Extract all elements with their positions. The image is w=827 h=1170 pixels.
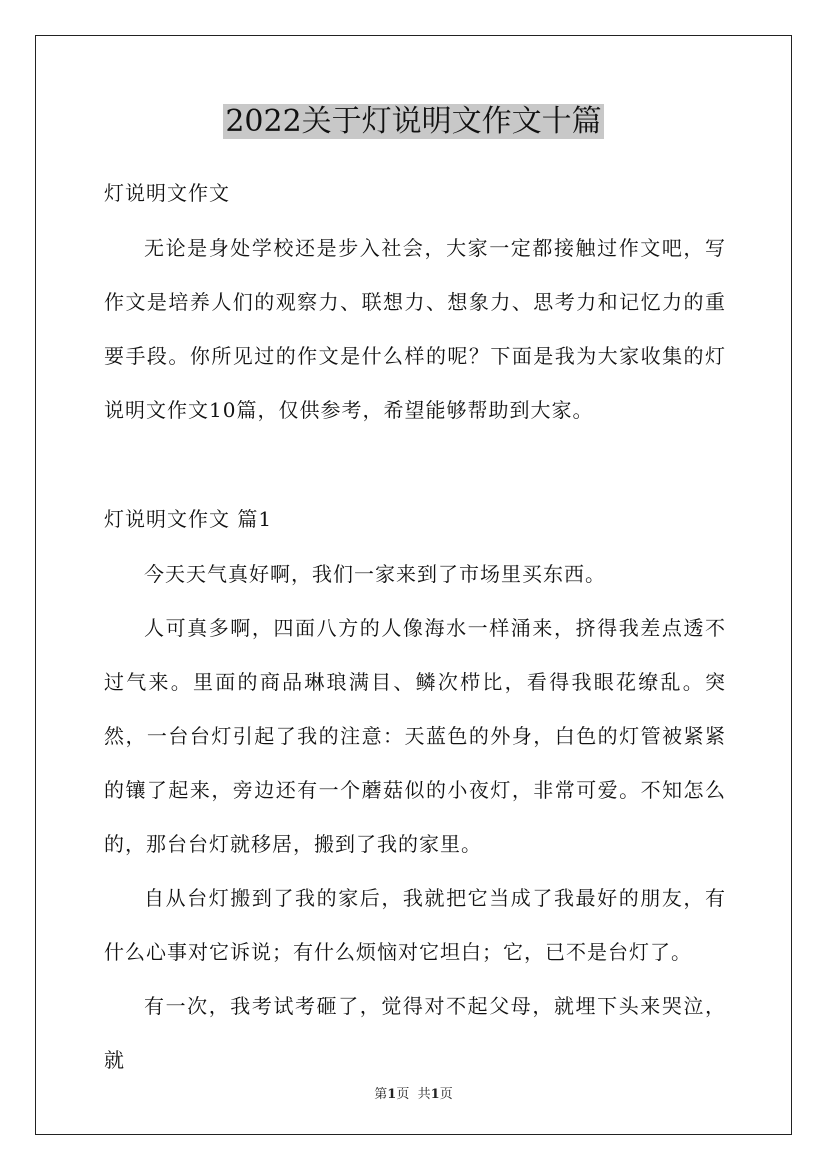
total-pages: 1 (430, 1087, 440, 1102)
total-label-prefix: 共 (417, 1087, 431, 1102)
page-footer (0, 1083, 827, 1102)
intro-paragraph: 无论是身处学校还是步入社会，大家一定都接触过作文吧，写作文是培养人们的观察力、联想力、想象力、思考力和记忆力的重要手段。你所见过的作文是什么样的呢？下面是我为大家收集的灯说明文作文10篇，仅供参考，希望能够帮助到大家。 (104, 236, 726, 422)
section-heading: 灯说明文作文 篇1 (104, 507, 273, 531)
document-title (0, 100, 827, 144)
intro-heading: 灯说明文作文 (104, 181, 230, 205)
paragraph: 人可真多啊，四面八方的人像海水一样涌来，挤得我差点透不过气来。里面的商品琳琅满目、鳞次栉比，看得我眼花缭乱。突然，一台台灯引起了我的注意：天蓝色的外身，白色的灯管被紧紧的镶了起来，旁边还有一个蘑菇似的小夜灯，非常可爱。不知怎么的，那台台灯就移居，搬到了我的家里。 (104, 616, 726, 856)
page-label-suffix: 页 (396, 1087, 410, 1102)
page-number: 1 (387, 1087, 397, 1102)
paragraph: 自从台灯搬到了我的家后，我就把它当成了我最好的朋友，有什么心事对它诉说；有什么烦恼对它坦白；它，已不是台灯了。 (104, 886, 726, 964)
paragraph: 有一次，我考试考砸了，觉得对不起父母，就埋下头来哭泣，就 (104, 994, 726, 1072)
paragraph: 今天天气真好啊，我们一家来到了市场里买东西。 (144, 562, 606, 586)
page-label-prefix: 第 (374, 1087, 388, 1102)
document-title-text: 2022关于灯说明文作文十篇 (225, 104, 602, 139)
total-label-suffix: 页 (439, 1087, 453, 1102)
